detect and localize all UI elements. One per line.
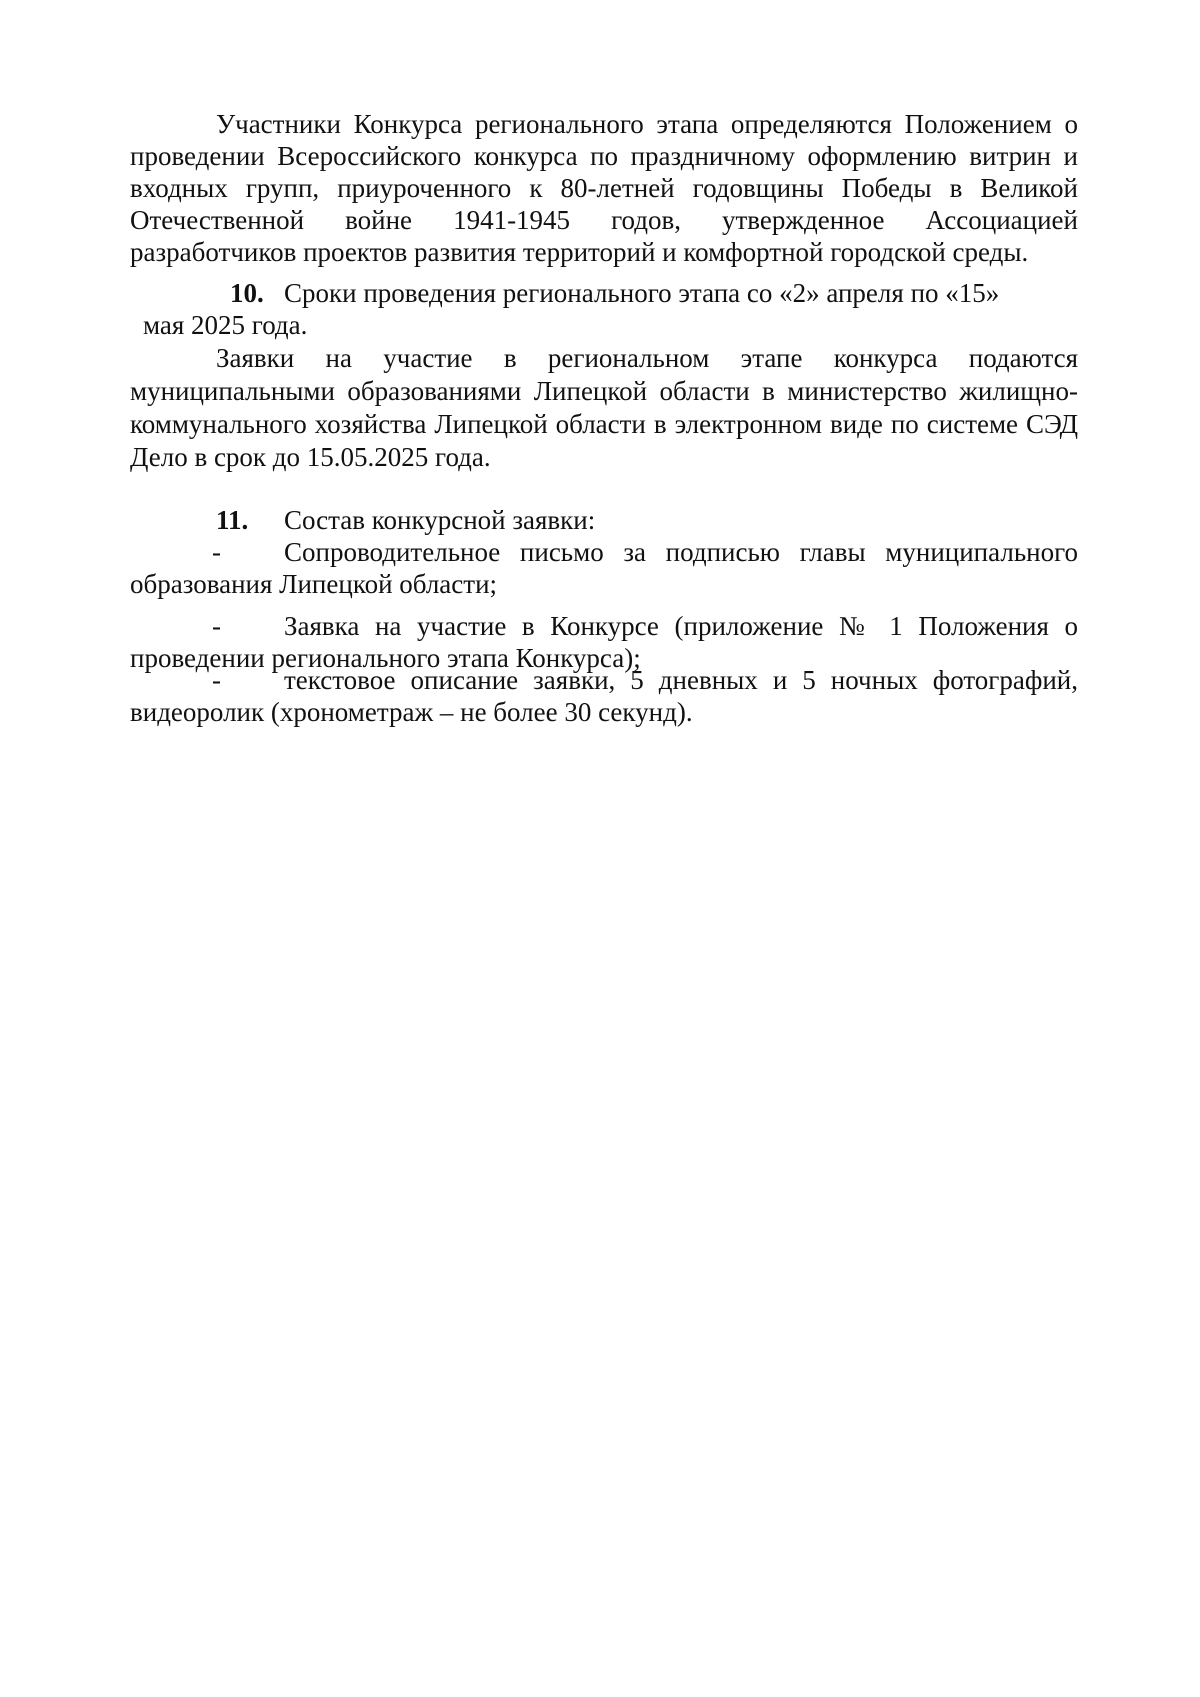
- section-10-text-line1: Сроки проведения регионального этапа со «2» апреля по «15»: [284, 278, 1000, 308]
- section-11-heading: [130, 504, 1078, 536]
- list-item-marker: -: [212, 611, 221, 641]
- list-item-marker: -: [212, 537, 221, 567]
- section-11-title: Состав конкурсной заявки:: [284, 505, 596, 535]
- list-item-marker: -: [212, 665, 221, 695]
- list-item-text: текстовое описание заявки, 5 дневных и 5 ночных фотографий, видеоролик (хронометраж – не более 30 секунд).: [130, 665, 1078, 727]
- section-10-text-line2: мая 2025 года.: [143, 310, 308, 340]
- intro-paragraph: Участники Конкурса регионального этапа определяются Положением о проведении Всероссийского конкурса по праздничному оформлению витрин и входных групп, приуроченного к 80-летней годовщины Победы в Великой Отечественной войне 1941-1945 годов, утвержденное Ассоциацией разработчиков проектов развития территорий и комфортной городской среды.: [130, 109, 1078, 267]
- section-10-continuation: [130, 309, 1078, 341]
- list-item: [130, 664, 1078, 728]
- list-item-text: Сопроводительное письмо за подписью главы муниципального образования Липецкой области;: [130, 537, 1078, 599]
- section-10-number: 10.: [230, 278, 264, 308]
- list-item-text: Заявка на участие в Конкурсе (приложение № 1 Положения о проведении регионального этапа Конкурса);: [130, 611, 1078, 673]
- section-11-number: 11.: [216, 505, 249, 535]
- list-item: [130, 536, 1078, 600]
- applications-paragraph: Заявки на участие в региональном этапе конкурса подаются муниципальными образованиями Липецкой области в министерство жилищно-коммунального хозяйства Липецкой области в электронном виде по системе СЭД Дело в срок до 15.05.2025 года.: [130, 343, 1078, 472]
- section-10-heading: [130, 277, 1078, 309]
